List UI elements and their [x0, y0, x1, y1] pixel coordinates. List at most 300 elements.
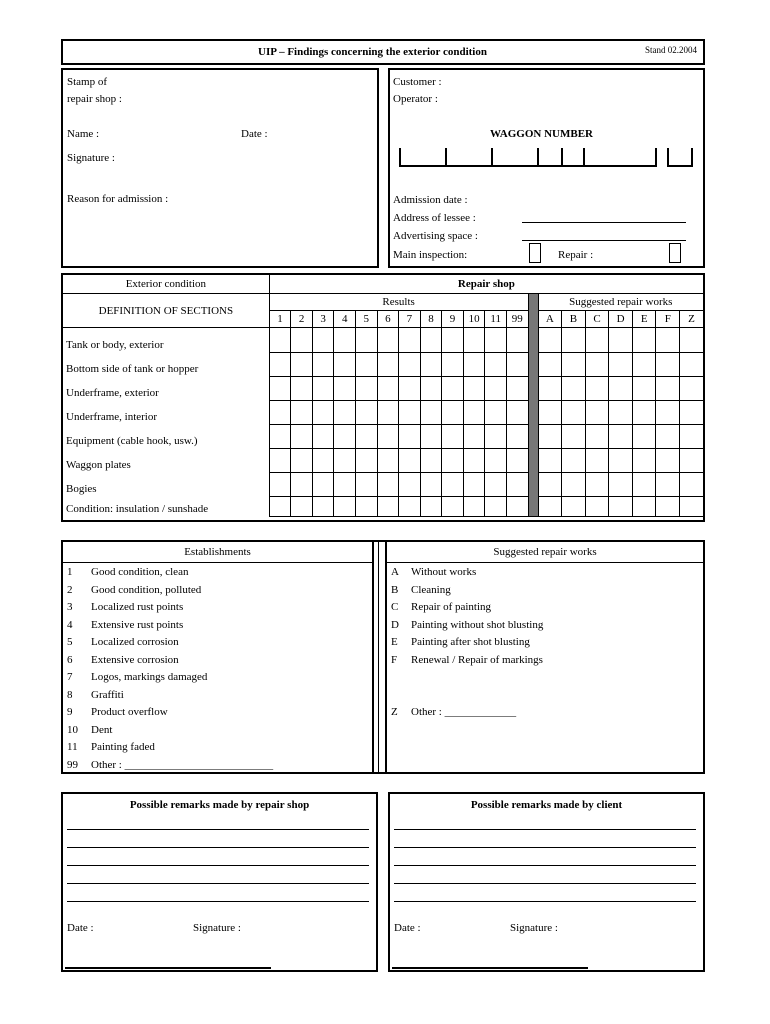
result-cell[interactable]: [377, 376, 399, 400]
result-col-header: 3: [312, 311, 334, 328]
work-cell[interactable]: [562, 376, 586, 400]
result-cell[interactable]: [334, 400, 356, 424]
establishment-item: [67, 617, 183, 634]
work-cell[interactable]: [632, 400, 656, 424]
client-remark-line-3[interactable]: [394, 865, 696, 866]
result-cell[interactable]: [485, 472, 507, 496]
result-cell[interactable]: [377, 448, 399, 472]
result-cell[interactable]: [485, 352, 507, 376]
result-col-header: 10: [463, 311, 485, 328]
result-cell[interactable]: [506, 424, 528, 448]
work-cell[interactable]: [680, 448, 704, 472]
work-item: [391, 704, 516, 721]
work-cell[interactable]: [680, 376, 704, 400]
repair-shop-header: Repair shop: [269, 275, 703, 294]
address-lessee-field[interactable]: Address of lessee :: [393, 212, 476, 224]
section-row: [63, 352, 704, 376]
result-cell[interactable]: [506, 328, 528, 353]
result-cell[interactable]: [463, 448, 485, 472]
establishment-item: [67, 722, 112, 739]
shop-remarks-title: Possible remarks made by repair shop: [129, 799, 310, 811]
work-cell[interactable]: [562, 352, 586, 376]
result-cell[interactable]: [356, 352, 378, 376]
establishment-text: Extensive corrosion: [91, 653, 179, 666]
result-cell[interactable]: [442, 328, 464, 353]
work-code: C: [391, 601, 399, 613]
work-cell[interactable]: [562, 448, 586, 472]
result-cell[interactable]: [291, 352, 313, 376]
result-cell[interactable]: [269, 424, 291, 448]
result-cell[interactable]: [312, 328, 334, 353]
result-cell[interactable]: [377, 328, 399, 353]
result-cell[interactable]: [312, 496, 334, 516]
result-cell[interactable]: [269, 328, 291, 353]
work-cell[interactable]: [632, 448, 656, 472]
work-cell[interactable]: [680, 352, 704, 376]
work-cell[interactable]: [656, 424, 680, 448]
result-cell[interactable]: [485, 328, 507, 353]
result-cell[interactable]: [269, 448, 291, 472]
establishment-item: [67, 757, 273, 774]
work-cell[interactable]: [656, 472, 680, 496]
work-cell[interactable]: [585, 352, 609, 376]
work-cell[interactable]: [562, 400, 586, 424]
result-cell[interactable]: [485, 400, 507, 424]
result-cell[interactable]: [463, 472, 485, 496]
result-cell[interactable]: [356, 448, 378, 472]
work-item: [391, 617, 543, 634]
suggested-works-divider: [387, 562, 703, 563]
result-cell[interactable]: [399, 472, 421, 496]
result-cell[interactable]: [485, 424, 507, 448]
establishment-text: Other : ___________________________: [91, 758, 274, 771]
work-cell[interactable]: [538, 496, 562, 516]
work-cell[interactable]: [632, 424, 656, 448]
result-cell[interactable]: [420, 472, 442, 496]
work-cell[interactable]: [609, 496, 633, 516]
name-field[interactable]: Name :: [67, 128, 100, 140]
main-inspection-checkbox[interactable]: [529, 243, 541, 263]
section-label: Equipment (cable hook, usw.): [63, 424, 270, 448]
result-cell[interactable]: [420, 424, 442, 448]
work-code: E: [391, 636, 398, 648]
section-label: Waggon plates: [63, 448, 270, 472]
result-cell[interactable]: [463, 496, 485, 516]
work-cell[interactable]: [609, 448, 633, 472]
result-cell[interactable]: [356, 400, 378, 424]
section-label: Underframe, exterior: [63, 376, 270, 400]
result-cell[interactable]: [356, 376, 378, 400]
result-cell[interactable]: [291, 424, 313, 448]
client-remark-line-1[interactable]: [394, 829, 696, 830]
result-cell[interactable]: [420, 496, 442, 516]
establishment-code: 99: [67, 758, 78, 771]
result-cell[interactable]: [506, 400, 528, 424]
section-label: Bogies: [63, 472, 270, 496]
work-col-header: C: [585, 311, 609, 328]
result-cell[interactable]: [485, 496, 507, 516]
work-col-header: D: [609, 311, 633, 328]
establishment-code: 6: [67, 653, 73, 666]
result-cell[interactable]: [377, 400, 399, 424]
result-cell[interactable]: [377, 472, 399, 496]
shop-remark-line-3[interactable]: [67, 865, 369, 866]
shop-remarks-box: [61, 792, 378, 972]
work-cell[interactable]: [609, 328, 633, 353]
result-cell[interactable]: [356, 496, 378, 516]
work-cell[interactable]: [585, 400, 609, 424]
result-cell[interactable]: [420, 352, 442, 376]
work-item: [391, 582, 451, 599]
work-cell[interactable]: [656, 400, 680, 424]
result-cell[interactable]: [506, 472, 528, 496]
result-cell[interactable]: [506, 376, 528, 400]
legend-gap-line: [378, 542, 379, 772]
client-signature-line: [392, 967, 588, 969]
result-cell[interactable]: [291, 328, 313, 353]
client-date-field[interactable]: Date :: [394, 922, 421, 934]
admission-date-field[interactable]: Admission date :: [393, 194, 468, 206]
stand-date: Stand 02.2004: [644, 45, 697, 55]
section-row: [63, 400, 704, 424]
establishment-code: 11: [67, 741, 78, 753]
establishment-item: [67, 564, 188, 581]
result-cell[interactable]: [291, 448, 313, 472]
shop-remark-line-4[interactable]: [67, 883, 369, 884]
repair-checkbox[interactable]: [669, 243, 681, 263]
establishment-code: 5: [67, 636, 73, 648]
result-cell[interactable]: [420, 448, 442, 472]
establishment-code: 8: [67, 688, 73, 701]
result-cell[interactable]: [312, 400, 334, 424]
work-text: Repair of painting: [411, 601, 492, 613]
result-cell[interactable]: [269, 400, 291, 424]
establishment-text: Extensive rust points: [91, 618, 184, 631]
section-row: [63, 328, 704, 353]
work-cell[interactable]: [585, 496, 609, 516]
work-cell[interactable]: [562, 424, 586, 448]
result-cell[interactable]: [506, 448, 528, 472]
result-cell[interactable]: [334, 472, 356, 496]
suggested-works-box: [385, 540, 705, 774]
work-cell[interactable]: [538, 352, 562, 376]
establishment-code: 4: [67, 618, 73, 631]
work-cell[interactable]: [656, 448, 680, 472]
result-cell[interactable]: [420, 400, 442, 424]
work-cell[interactable]: [538, 424, 562, 448]
client-signature-field[interactable]: Signature :: [510, 922, 558, 934]
result-col-header: 9: [442, 311, 464, 328]
result-cell[interactable]: [442, 496, 464, 516]
work-cell[interactable]: [609, 352, 633, 376]
date-field[interactable]: Date :: [241, 128, 268, 140]
result-cell[interactable]: [312, 424, 334, 448]
work-cell[interactable]: [562, 328, 586, 353]
separator-column: [528, 294, 538, 517]
work-col-header: Z: [680, 311, 704, 328]
work-text: Cleaning: [411, 583, 451, 596]
stamp-label-2: repair shop :: [67, 93, 122, 105]
waggon-number-field[interactable]: [398, 146, 698, 170]
header-bar: [61, 39, 705, 65]
result-cell[interactable]: [399, 424, 421, 448]
work-col-header: B: [562, 311, 586, 328]
work-cell[interactable]: [538, 472, 562, 496]
result-col-header: 4: [334, 311, 356, 328]
section-label: Tank or body, exterior: [63, 328, 270, 353]
result-cell[interactable]: [377, 496, 399, 516]
work-code: F: [391, 653, 398, 666]
establishment-code: 10: [67, 723, 78, 736]
work-col-header: F: [656, 311, 680, 328]
suggested-works-title: Suggested repair works: [493, 546, 597, 558]
result-col-header: 99: [506, 311, 528, 328]
work-col-header: E: [632, 311, 656, 328]
work-cell[interactable]: [680, 400, 704, 424]
findings-grid: [62, 274, 704, 517]
work-cell[interactable]: [632, 376, 656, 400]
work-cell[interactable]: [562, 496, 586, 516]
advertising-field[interactable]: Advertising space :: [393, 230, 478, 242]
work-cell[interactable]: [609, 472, 633, 496]
work-cell[interactable]: [632, 472, 656, 496]
establishments-divider: [63, 562, 372, 563]
establishment-code: 1: [67, 566, 73, 578]
establishment-item: [67, 634, 179, 651]
establishment-text: Logos, markings damaged: [91, 671, 208, 683]
result-cell[interactable]: [420, 376, 442, 400]
result-cell[interactable]: [334, 424, 356, 448]
work-cell[interactable]: [656, 496, 680, 516]
establishment-text: Good condition, polluted: [91, 583, 202, 596]
establishment-code: 2: [67, 583, 73, 596]
work-text: Renewal / Repair of markings: [411, 653, 543, 666]
shop-remark-line-2[interactable]: [67, 847, 369, 848]
establishment-code: 7: [67, 671, 73, 683]
result-cell[interactable]: [506, 352, 528, 376]
advertising-line: [522, 240, 686, 241]
work-item: [391, 652, 543, 669]
work-code: A: [391, 566, 399, 578]
result-cell[interactable]: [334, 328, 356, 353]
work-cell[interactable]: [585, 424, 609, 448]
result-cell[interactable]: [312, 352, 334, 376]
result-cell[interactable]: [269, 376, 291, 400]
result-cell[interactable]: [377, 352, 399, 376]
result-cell[interactable]: [291, 472, 313, 496]
result-col-header: 6: [377, 311, 399, 328]
result-cell[interactable]: [420, 328, 442, 353]
establishment-item: [67, 739, 155, 756]
establishment-item: [67, 687, 124, 704]
result-cell[interactable]: [312, 472, 334, 496]
result-cell[interactable]: [399, 496, 421, 516]
work-col-header: A: [538, 311, 562, 328]
result-cell[interactable]: [442, 472, 464, 496]
result-cell[interactable]: [506, 496, 528, 516]
result-cell[interactable]: [399, 328, 421, 353]
operator-field[interactable]: Operator :: [393, 93, 438, 105]
result-cell[interactable]: [463, 376, 485, 400]
result-col-header: 1: [269, 311, 291, 328]
repair-label: Repair :: [558, 249, 594, 261]
work-cell[interactable]: [656, 328, 680, 353]
result-cell[interactable]: [334, 376, 356, 400]
establishment-text: Painting faded: [91, 741, 155, 753]
shop-signature-field[interactable]: Signature :: [193, 922, 241, 934]
result-cell[interactable]: [463, 328, 485, 353]
suggested-works-header: Suggested repair works: [538, 294, 703, 311]
establishment-text: Good condition, clean: [91, 566, 189, 578]
result-cell[interactable]: [399, 352, 421, 376]
establishment-text: Localized rust points: [91, 601, 184, 613]
establishment-code: 9: [67, 706, 73, 718]
result-cell[interactable]: [312, 448, 334, 472]
result-cell[interactable]: [291, 400, 313, 424]
main-inspection-label: Main inspection:: [393, 249, 468, 261]
work-cell[interactable]: [656, 376, 680, 400]
result-cell[interactable]: [442, 376, 464, 400]
establishment-item: [67, 704, 168, 721]
result-cell[interactable]: [399, 376, 421, 400]
shop-signature-line: [65, 967, 271, 969]
work-cell[interactable]: [632, 328, 656, 353]
work-cell[interactable]: [538, 328, 562, 353]
section-label: Condition: insulation / sunshade: [63, 496, 270, 516]
work-cell[interactable]: [609, 400, 633, 424]
shop-remark-line-5[interactable]: [67, 901, 369, 902]
work-text: Painting after shot blusting: [411, 636, 530, 648]
section-label: Bottom side of tank or hopper: [63, 352, 270, 376]
result-cell[interactable]: [463, 400, 485, 424]
results-header: Results: [269, 294, 528, 311]
result-cell[interactable]: [399, 400, 421, 424]
establishment-code: 3: [67, 601, 73, 613]
section-row: [63, 448, 704, 472]
stamp-label: Stamp of: [67, 76, 108, 88]
section-row: [63, 424, 704, 448]
result-cell[interactable]: [463, 424, 485, 448]
work-cell[interactable]: [680, 472, 704, 496]
result-col-header: 5: [356, 311, 378, 328]
establishment-text: Graffiti: [91, 688, 124, 701]
work-cell[interactable]: [632, 352, 656, 376]
work-cell[interactable]: [538, 400, 562, 424]
establishment-item: [67, 652, 179, 669]
work-code: D: [391, 618, 399, 631]
work-cell[interactable]: [585, 472, 609, 496]
establishment-item: [67, 599, 183, 616]
section-row: [63, 472, 704, 496]
work-code: Z: [391, 706, 398, 718]
establishment-item: [67, 669, 207, 686]
exterior-condition-header: Exterior condition: [63, 275, 270, 294]
result-cell[interactable]: [356, 424, 378, 448]
work-item: [391, 599, 491, 616]
work-cell[interactable]: [538, 376, 562, 400]
result-cell[interactable]: [485, 448, 507, 472]
waggon-number-label: WAGGON NUMBER: [490, 128, 593, 140]
work-item: [391, 634, 530, 651]
work-text: Painting without shot blusting: [411, 618, 544, 631]
result-cell[interactable]: [291, 496, 313, 516]
result-cell[interactable]: [334, 496, 356, 516]
result-cell[interactable]: [442, 448, 464, 472]
result-cell[interactable]: [334, 352, 356, 376]
client-remark-line-4[interactable]: [394, 883, 696, 884]
customer-field[interactable]: Customer :: [393, 76, 442, 88]
establishment-text: Localized corrosion: [91, 636, 179, 648]
result-cell[interactable]: [291, 376, 313, 400]
result-col-header: 8: [420, 311, 442, 328]
work-cell[interactable]: [656, 352, 680, 376]
result-cell[interactable]: [312, 376, 334, 400]
work-cell[interactable]: [609, 424, 633, 448]
work-cell[interactable]: [609, 376, 633, 400]
result-cell[interactable]: [356, 328, 378, 353]
establishment-item: [67, 582, 201, 599]
result-cell[interactable]: [269, 352, 291, 376]
address-lessee-line: [522, 222, 686, 223]
establishment-text: Dent: [91, 723, 113, 736]
customer-info-box: [388, 68, 705, 268]
repair-shop-info-box: [61, 68, 379, 268]
result-cell[interactable]: [442, 400, 464, 424]
work-item: [391, 564, 476, 581]
work-cell[interactable]: [632, 496, 656, 516]
result-cell[interactable]: [442, 352, 464, 376]
work-cell[interactable]: [680, 328, 704, 353]
establishment-text: Product overflow: [91, 706, 168, 718]
work-cell[interactable]: [585, 448, 609, 472]
result-col-header: 11: [485, 311, 507, 328]
work-code: B: [391, 583, 399, 596]
result-cell[interactable]: [377, 424, 399, 448]
result-cell[interactable]: [356, 472, 378, 496]
result-cell[interactable]: [442, 424, 464, 448]
work-cell[interactable]: [562, 472, 586, 496]
result-cell[interactable]: [485, 376, 507, 400]
work-cell[interactable]: [585, 376, 609, 400]
client-remark-line-2[interactable]: [394, 847, 696, 848]
reason-field[interactable]: Reason for admission :: [67, 193, 169, 205]
signature-field[interactable]: Signature :: [67, 152, 115, 164]
section-row: [63, 376, 704, 400]
result-col-header: 7: [399, 311, 421, 328]
result-cell[interactable]: [269, 472, 291, 496]
work-text: Without works: [411, 566, 477, 578]
result-cell[interactable]: [399, 448, 421, 472]
shop-remark-line-1[interactable]: [67, 829, 369, 830]
section-row: [63, 496, 704, 516]
establishments-box: [61, 540, 374, 774]
work-text: Other : _____________: [411, 706, 517, 718]
page-title: UIP – Findings concerning the exterior condition: [258, 46, 487, 58]
result-cell[interactable]: [269, 496, 291, 516]
work-cell[interactable]: [680, 424, 704, 448]
result-cell[interactable]: [463, 352, 485, 376]
result-cell[interactable]: [334, 448, 356, 472]
work-cell[interactable]: [538, 448, 562, 472]
shop-date-field[interactable]: Date :: [67, 922, 94, 934]
client-remark-line-5[interactable]: [394, 901, 696, 902]
work-cell[interactable]: [680, 496, 704, 516]
definition-of-sections-header: DEFINITION OF SECTIONS: [63, 294, 270, 328]
result-col-header: 2: [291, 311, 313, 328]
work-cell[interactable]: [585, 328, 609, 353]
client-remarks-box: [388, 792, 705, 972]
section-label: Underframe, interior: [63, 400, 270, 424]
